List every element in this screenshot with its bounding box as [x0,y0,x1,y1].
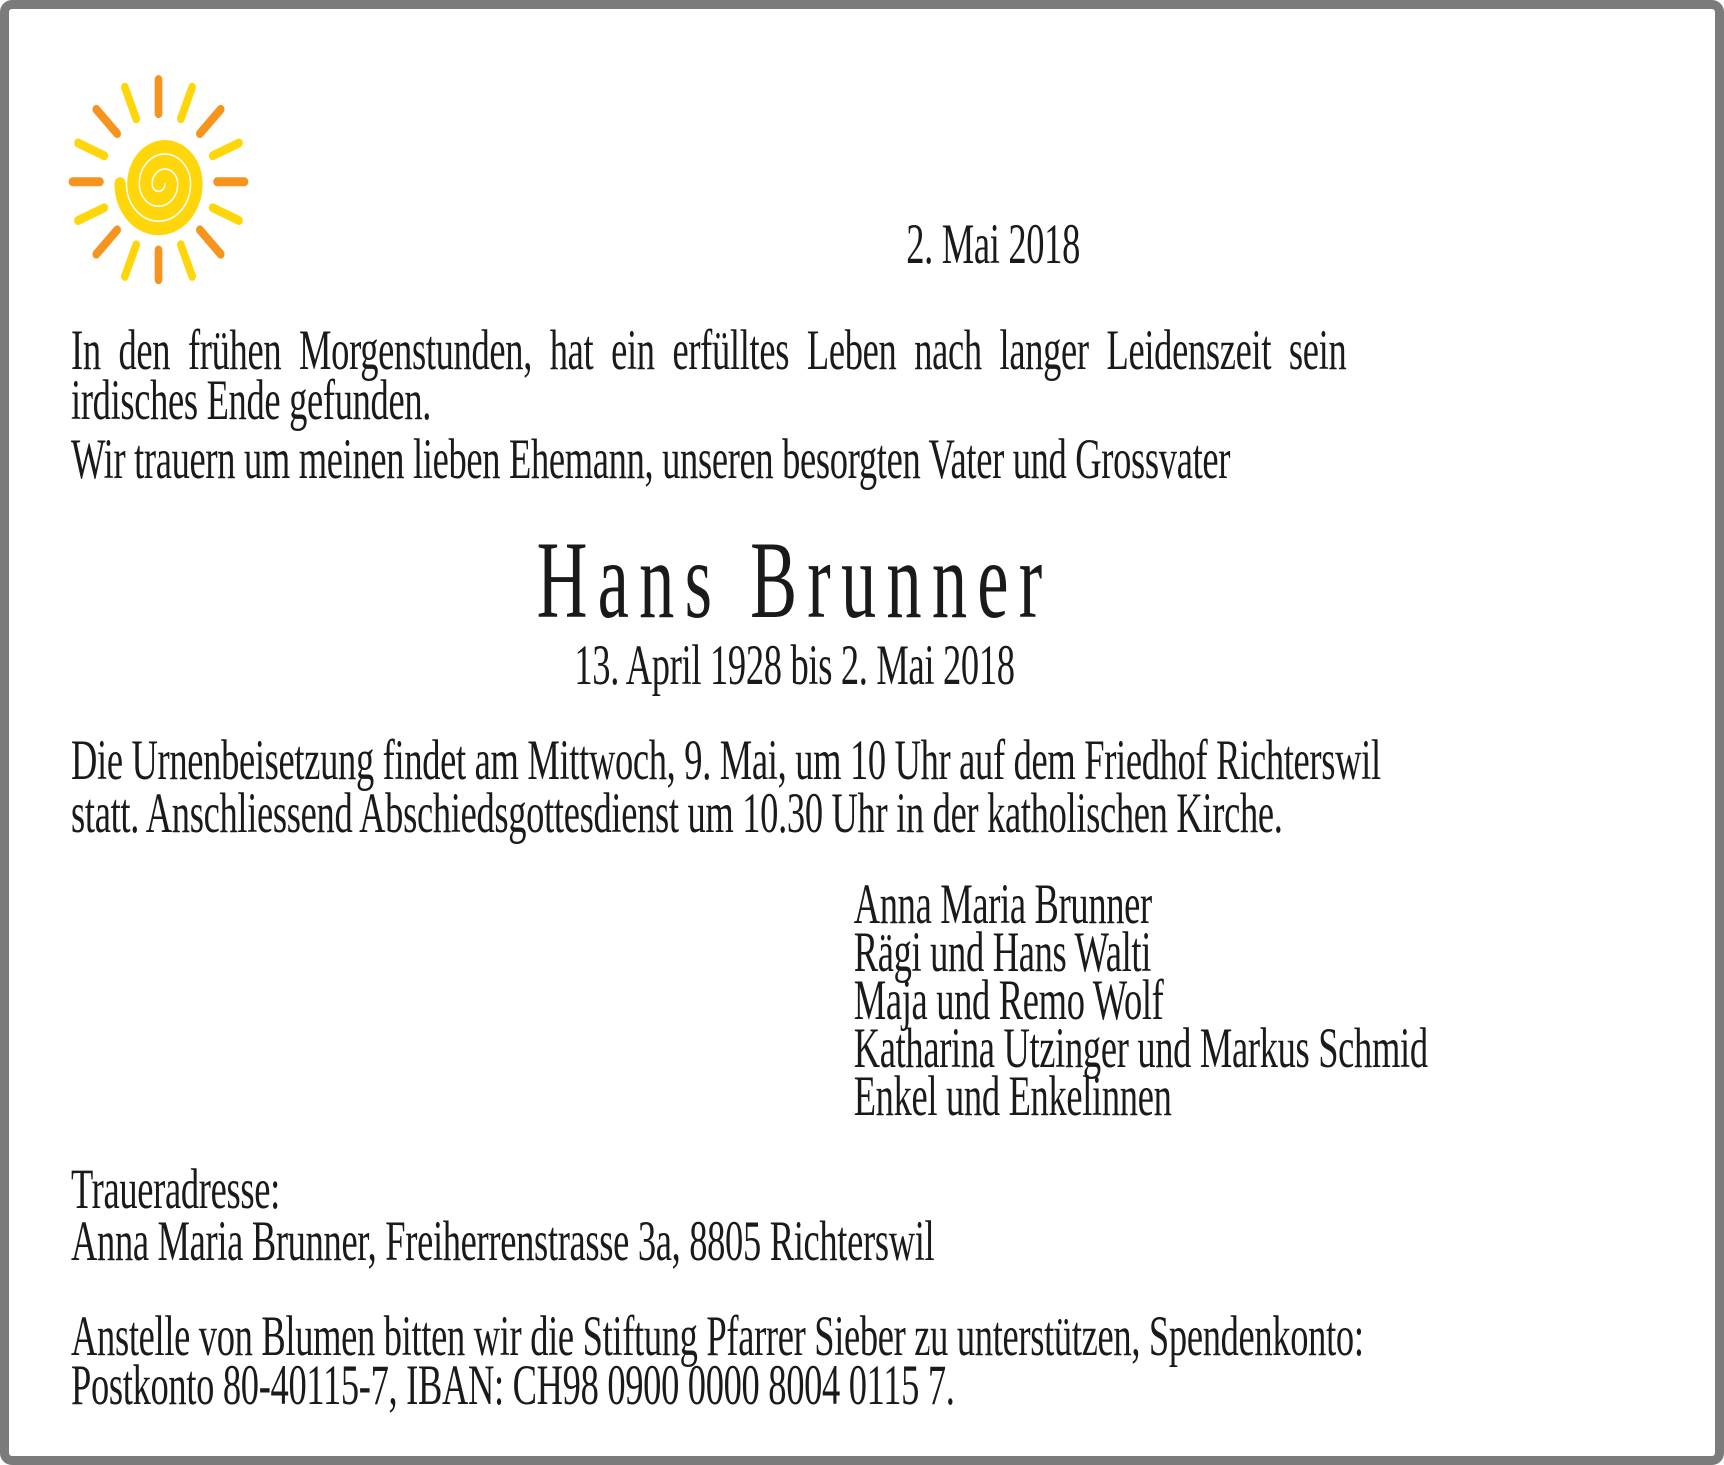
life-dates: 13. April 1928 bis 2. Mai 2018 [574,634,1015,697]
deceased-name: Hans Brunner [536,519,1053,641]
address-label: Traueradresse: [71,1158,280,1221]
service-line-1: Die Urnenbeisetzung findet am Mittwoch, 9. Mai, um 10 Uhr auf dem Friedhof Richterswil [71,729,1381,792]
donation-paragraph [71,1305,1518,1417]
intro-paragraph [71,319,1518,432]
mourner-name: Katharina Utzinger und Markus Schmid [853,1017,1428,1080]
mourning-line: Wir trauern um meinen lieben Ehemann, unseren besorgten Vater und Grossvater [71,428,1231,491]
mourning-address [71,1158,1518,1273]
service-line-2: statt. Anschliessend Abschiedsgottesdienst um 10.30 Uhr in der katholischen Kirche. [71,782,1283,845]
mourners-list [71,873,1518,1128]
donation-line-1: Anstelle von Blumen bitten wir die Stiftung Pfarrer Sieber zu unterstützen, Spendenkonto: [71,1305,1364,1368]
mourner-name: Enkel und Enkelinnen [853,1065,1172,1128]
intro-line-1: In den frühen Morgenstunden, hat ein erfülltes Leben nach langer Leidenszeit sein [71,319,1347,382]
donation-line-2: Postkonto 80-40115-7, IBAN: CH98 0900 0000 8004 0115 7. [71,1354,955,1417]
mourner-name: Maja und Remo Wolf [853,969,1164,1032]
intro-line-2: irdisches Ende gefunden. [71,369,432,432]
mourner-name: Anna Maria Brunner [853,873,1152,936]
service-paragraph [71,729,1518,845]
mourner-name: Rägi und Hans Walti [853,921,1152,984]
notice-date: 2. Mai 2018 [906,213,1081,276]
address-value: Anna Maria Brunner, Freiherrenstrasse 3a, 8805 Richterswil [71,1210,935,1273]
